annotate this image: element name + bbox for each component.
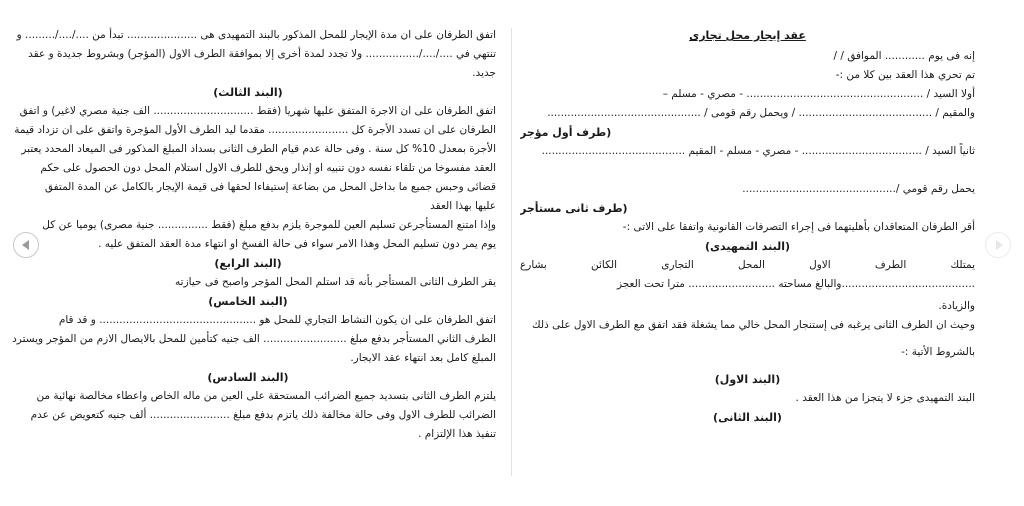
word: يمتلك — [950, 259, 975, 271]
clause6-heading: (البند السادس) — [207, 371, 289, 384]
clause6-line: تنفيذ هذا الإلتزام . — [418, 428, 496, 440]
clause4-heading: (البند الرابع) — [214, 257, 282, 270]
second-party-line: ثانياً السيد / .................................... - مصري - مسلم - المقيم ........................................... — [541, 145, 975, 157]
parties-intro: تم تحري هذا العقد بين كلا من :- — [835, 69, 975, 81]
preamble-line: وحيث ان الطرف الثانى يرغبه فى إستنجار المحل خالي مما يشغلة فقد اتفق مع الطرف الاول على ذلك — [532, 319, 975, 331]
party-two-label: (طرف ثانى مستأجر — [520, 202, 628, 215]
clause3-line: عليها بهذا العقد — [430, 200, 496, 212]
clause3-line: الطرفان على ان تسدد الأجرة كل ........................ مقدما ليد الطرف الأول المؤجرة واتفق على ان تزداد قيمة — [14, 124, 496, 136]
preamble-heading: (البند التمهيدى) — [704, 240, 791, 253]
clause6-line: الضرائب للطرف الاول وفى حالة مخالفة ذلك ياتزم بدفع مبلغ ........................ ألف جنيه كتعويض عن عدم — [30, 409, 496, 421]
preamble-line — [520, 256, 975, 275]
clause5-heading: (البند الخامس) — [208, 295, 288, 308]
document-page-right — [520, 26, 975, 478]
clause3-line: قضائى وحبس جميع ما بداخل المحل من بضاعة إستيفاءا لحقها فى قيمة الإيجار بالكامل عن المدة المتفق — [44, 181, 496, 193]
clause2-line: تنتهي في ..../..../................ ولا تجدد لمدة أخرى إلا بموافقة الطرف الاول (المؤجر) وبشروط جديدة و عقد — [28, 48, 496, 60]
next-page-button[interactable] — [985, 232, 1011, 258]
clause6-line: يلتزم الطرف الثانى بتسديد جميع الضرائب المستحقة على العين من ماله الخاص واعطاء مخالصة نهائية من — [36, 390, 496, 402]
preamble-line: والزيادة. — [938, 300, 975, 312]
clause5-line: الطرف الثاني المستأجر بدفع مبلغ ......................... الف جنيه كتأمين للمحل بالايصال الازم من المؤجر ويسترد — [12, 333, 496, 345]
clause1-heading: (البند الاول) — [714, 373, 781, 386]
clause3-line: يوم يمر دون تسليم المحل وهذا الامر سواء فى حالة الفسخ او انتهاء مدة العقد المتفق عليه . — [98, 238, 496, 250]
clause5-line: اتفق الطرفان على ان يكون النشاط التجاري للمحل هو ............................................... و قد قام — [58, 314, 496, 326]
page-divider — [511, 28, 512, 476]
chevron-left-icon — [22, 240, 29, 250]
clause4-text: يقر الطرف الثانى المستأجر بأنه قد استلم المحل المؤجر واصبح فى حيازته — [175, 276, 496, 288]
word: الاول — [809, 259, 831, 271]
word: الطرف — [874, 259, 907, 271]
spacer — [520, 161, 975, 180]
first-party-line: أولا السيد / ..................................................... - مصري - مسلم – — [662, 88, 975, 100]
clause2-heading: (البند الثانى) — [713, 411, 782, 424]
word: التجارى — [661, 259, 694, 271]
party-one-label: (طرف أول مؤجر — [520, 126, 612, 139]
word: بشارع — [520, 259, 547, 271]
chevron-right-icon — [996, 240, 1003, 250]
acknowledgement-text: أقر الطرفان المتعاقدان بأهليتهما فى إجراء التصرفات القانونية واتفقا على الاتى :- — [622, 221, 975, 233]
clause2-line: جديد. — [472, 67, 496, 79]
word: المحل — [737, 259, 765, 271]
clause3-line: اتفق الطرفان على ان الاجرة المتفق عليها شهريا (فقط .............................. الف جنية مصري لاغير) و اتفق — [19, 105, 496, 117]
clause2-line: اتفق الطرفان على ان مدة الإيجار للمحل المذكور بالبند التمهيدى هى ..................... تبدأ من ..../..../......... و — [16, 29, 496, 41]
clause1-text: البند التمهيدى جزء لا يتجزا من هذا العقد . — [795, 392, 975, 404]
clause5-line: المبلغ كامل بعد انتهاء عقد الايجار. — [350, 352, 496, 364]
date-line: إنه فى يوم ............ الموافق / / — [833, 50, 975, 62]
previous-page-button[interactable] — [13, 232, 39, 258]
preamble-line: بالشروط الأتية :- — [901, 346, 975, 358]
clause3-heading: (البند الثالث) — [213, 86, 283, 99]
document-title: عقد إيجار محل تجارى — [689, 29, 806, 42]
preamble-line: ........................................والبالغ مساحته .......................... مترا تحت العجز — [616, 278, 975, 290]
first-party-address: والمقيم / ........................................ / ويحمل رقم قومى / .............................................. — [547, 107, 975, 119]
clause3-line: العقد مفسوخا من تلقاء نفسه دون تنبيه او إنذار ويحق للطرف الاول استلام المحل دون الحصول على حكم — [40, 162, 496, 174]
clause3-line: وإذا امتنع المستأجرعن تسليم العين للموجرة يلزم بدفع مبلغ (فقط ............... جنية مصرى) يوميا عن كل — [42, 219, 496, 231]
document-page-left — [0, 26, 496, 478]
clause3-line: الأجرة بمعدل 10% كل سنة . وفى حالة عدم قيام الطرف الثانى بسداد المبلغ المذكور فى الميعاد المحدد يعتبر — [21, 143, 496, 155]
word: الكائن — [591, 259, 618, 271]
national-id-line: يحمل رقم قومي /.............................................. — [742, 183, 975, 195]
